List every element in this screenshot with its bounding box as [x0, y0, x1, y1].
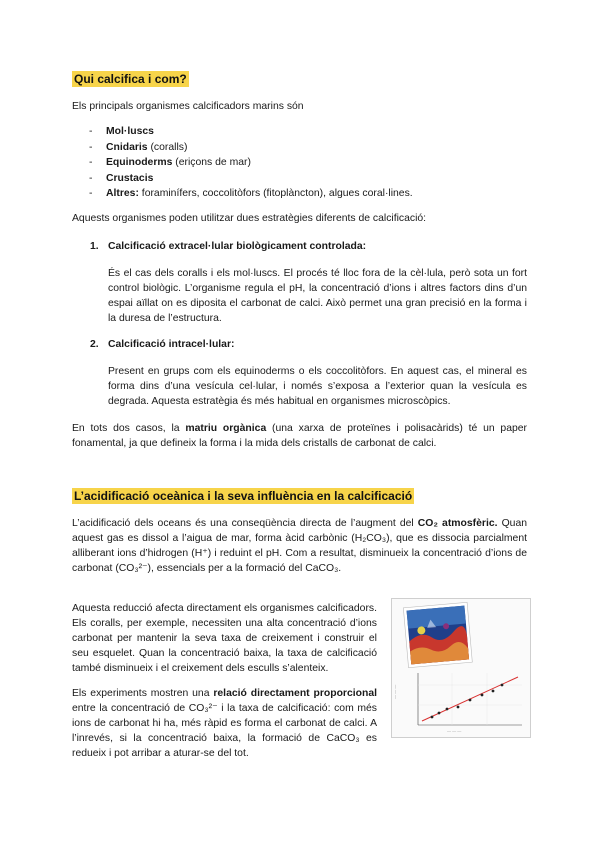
section-heading-acidificacio: L’acidificació oceànica i la seva influència en la calcificació	[74, 489, 413, 503]
reduction-paragraph: Aquesta reducció afecta directament els organismes calcificadors. Els coralls, per exemple, necessiten una alta concentració d’ions carbonat per mantenir la seva taxa de creixement i construir el seu esquelet. Quan la concentració baixa, la taxa de calcificació també disminueix i el creixement dels esculls s’alenteix.	[72, 603, 377, 675]
acidification-paragraph: L’acidificació dels oceans és una conseqüència directa de l’augment del CO₂ atmosfèric. Quan aquest gas es dissol a l’aigua de mar, forma àcid carbònic (H₂CO₃), que es dissocia parcialment alliberant ions d’hidrogen (H⁺) i reduint el pH. Com a resultat, disminueix la concentració d’ions de carbonat (CO₃²⁻), essencials per a la formació del CaCO₃.	[72, 518, 527, 575]
list-item: - Altres: foraminífers, coccolitòfors (fitoplàncton), algues coral·lines.	[89, 188, 413, 199]
coral-calcification-figure	[391, 598, 531, 738]
list-item: - Equinoderms (eriçons de mar)	[89, 157, 251, 168]
strategy-title-1: Calcificació extracel·lular biològicament controlada:	[108, 241, 367, 252]
strategy-text-2: Present en grups com els equinoderms o els coccolitòfors. En aquest cas, el mineral es forma dins d’una vesícula cel·lular, i només s’exposa a l’exterior quan la vesícula es degrada. Aquesta estratègia és més habitual en organismes microscòpics.	[108, 366, 527, 408]
strategy-text-1: És el cas dels coralls i els mol·luscs. El procés té lloc fora de la cèl·lula, però sota un fort control biològic. L’organisme regula el pH, la concentració d’ions i altres factors dins d’un espai aïllat on es diposita el carbonat de calci. Això permet una gran precisió en la forma i la duresa de l’estructura.	[108, 268, 527, 325]
section-heading-qui-calcifica: Qui calcifica i com?	[74, 72, 187, 86]
strategy-title-2: Calcificació intracel·lular:	[108, 339, 235, 350]
svg-text:— — —: — — —	[392, 684, 397, 699]
coral-photo	[403, 602, 472, 667]
list-item: - Mol·luscs	[89, 126, 154, 137]
matrix-paragraph: En tots dos casos, la matriu orgànica (una xarxa de proteïnes i polisacàrids) té un paper fonamental, ja que defineix la forma i la mida dels cristalls de carbonat de calci.	[72, 423, 528, 450]
figure-graphic	[392, 599, 530, 737]
scatter-plot	[392, 673, 522, 733]
experiments-paragraph: Els experiments mostren una relació directament proporcional entre la concentració de CO₃²⁻ i la taxa de calcificació: com més ions de carbonat hi ha, més ràpid es forma el carbonat de calci. A l’inrevés, si la concentració baixa, la formació de CaCO₃ es redueix i pot arribar a aturar-se del tot.	[72, 688, 377, 760]
strategy-number-2: 2.	[90, 339, 99, 350]
intro-paragraph: Els principals organismes calcificadors marins són	[72, 101, 304, 112]
organism-list	[72, 124, 413, 202]
list-item: - Cnidaris (coralls)	[89, 141, 188, 153]
strategy-number-1: 1.	[90, 241, 99, 252]
strategies-intro: Aquests organismes poden utilitzar dues estratègies diferents de calcificació:	[72, 213, 427, 224]
list-item: - Crustacis	[89, 172, 154, 184]
svg-text:— — —: — — —	[447, 728, 462, 733]
